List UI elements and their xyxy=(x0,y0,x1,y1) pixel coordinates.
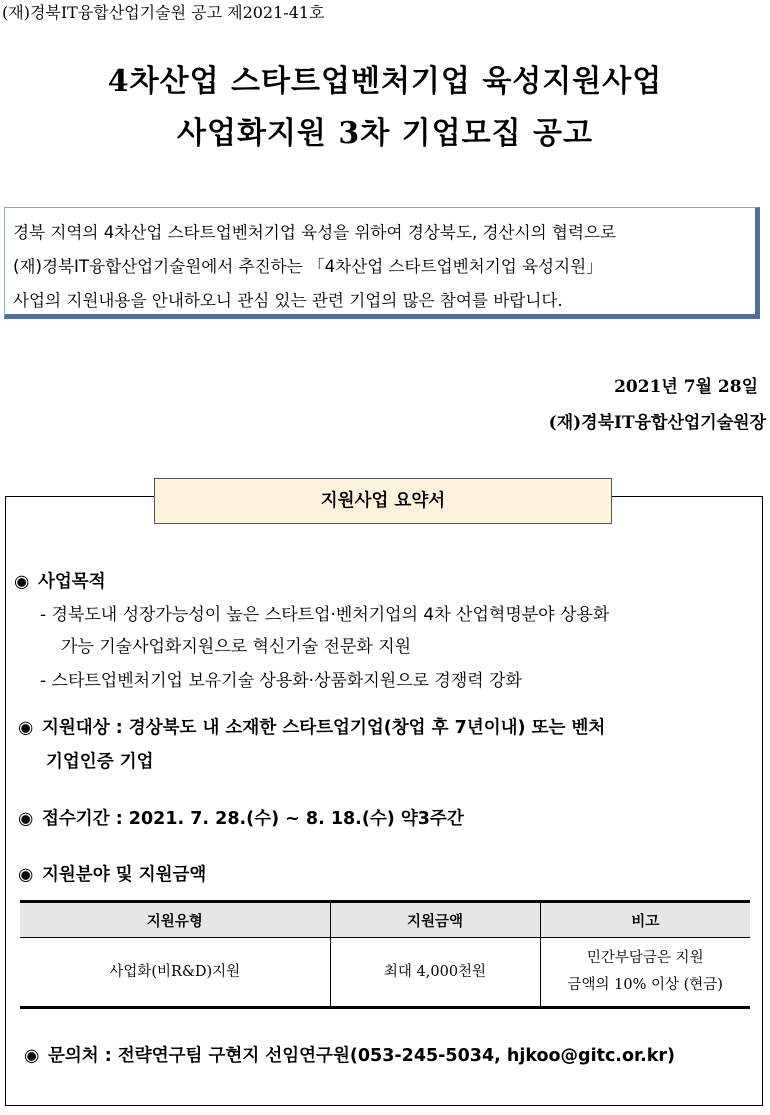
target-text: 지원대상 : 경상북도 내 소재한 스타트업기업(창업 후 7년이내) 또는 벤처 xyxy=(42,718,606,738)
purpose-item: - 스타트업벤처기업 보유기술 상용화·상품화지원으로 경쟁력 강화 xyxy=(40,671,522,691)
contact-info xyxy=(24,1042,675,1067)
bullet-icon: ◉ xyxy=(18,718,34,738)
column-header-type: 지원유형 xyxy=(20,902,330,938)
target-line1 xyxy=(18,714,605,739)
application-period xyxy=(18,805,464,830)
fund-heading-text: 지원분야 및 지원금액 xyxy=(42,865,207,885)
page-title-line2: 사업화지원 3차 기업모집 공고 xyxy=(177,116,593,151)
contact-text: 문의처 : 전략연구팀 구현지 선임연구원(053-245-5034, hjkoo@gitc.or.kr) xyxy=(48,1046,676,1066)
intro-line: 경북 지역의 4차산업 스타트업벤처기업 육성을 위하여 경상북도, 경산시의 협력으로 xyxy=(13,223,617,242)
bullet-icon: ◉ xyxy=(18,865,34,885)
bullet-icon: ◉ xyxy=(24,1046,40,1066)
purpose-item-continued: 가능 기술사업화지원으로 혁신기술 전문화 지원 xyxy=(61,637,412,657)
bullet-icon: ◉ xyxy=(14,572,30,592)
table-header-row xyxy=(20,902,750,938)
fund-heading xyxy=(18,861,206,886)
notice-number: (재)경북IT융합산업기술원 공고 제2021-41호 xyxy=(2,3,325,22)
period-text: 접수기간 : 2021. 7. 28.(수) ~ 8. 18.(수) 약3주간 xyxy=(42,809,464,829)
intro-line: 사업의 지원내용을 안내하오니 관심 있는 관련 기업의 많은 참여를 바랍니다. xyxy=(13,291,563,310)
intro-line: (재)경북IT융합산업기술원에서 추진하는 「4차산업 스타트업벤처기업 육성지원」 xyxy=(13,257,603,276)
intro-box xyxy=(4,207,760,319)
cell-amount: 최대 4,000천원 xyxy=(330,938,540,1008)
column-header-note: 비고 xyxy=(540,902,750,938)
purpose-heading-text: 사업목적 xyxy=(38,572,106,592)
table-row xyxy=(20,938,750,1008)
issuing-organization: (재)경북IT융합산업기술원장 xyxy=(548,413,766,433)
page-title-line1: 4차산업 스타트업벤처기업 육성지원사업 xyxy=(107,64,663,99)
note-line: 금액의 10% 이상 (현금) xyxy=(567,977,723,993)
fund-table xyxy=(20,900,750,1009)
summary-frame xyxy=(5,496,763,1106)
bullet-icon: ◉ xyxy=(18,809,34,829)
column-header-amount: 지원금액 xyxy=(330,902,540,938)
announcement-date: 2021년 7월 28일 xyxy=(614,377,758,397)
cell-type: 사업화(비R&D)지원 xyxy=(20,938,330,1008)
purpose-heading xyxy=(14,568,106,593)
purpose-item: - 경북도내 성장가능성이 높은 스타트업·벤처기업의 4차 산업혁명분야 상용화 xyxy=(40,605,610,625)
target-line2: 기업인증 기업 xyxy=(46,752,154,772)
summary-title: 지원사업 요약서 xyxy=(154,478,612,524)
note-line: 민간부담금은 지원 xyxy=(586,950,704,966)
cell-note xyxy=(540,938,750,1008)
